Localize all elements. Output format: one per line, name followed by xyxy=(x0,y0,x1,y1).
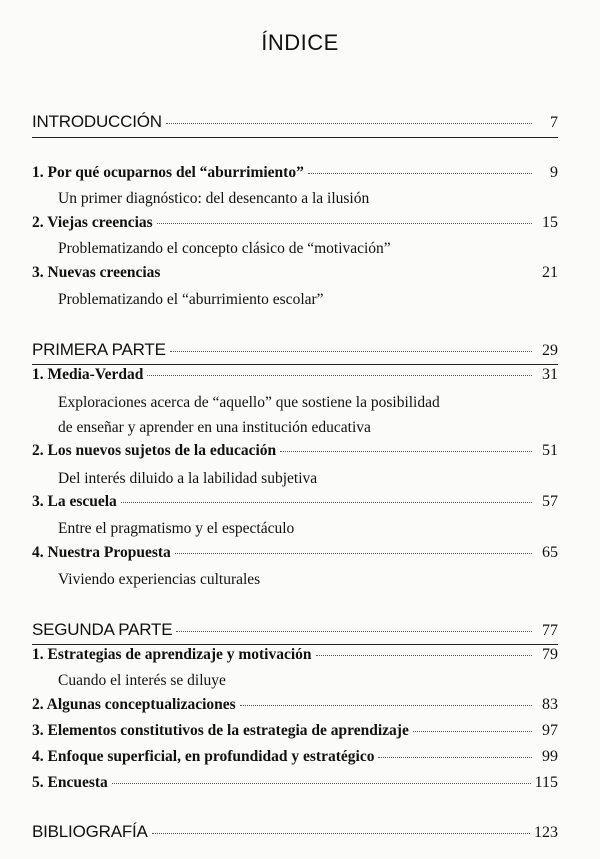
toc-entry-label: 1. Estrategias de aprendizaje y motivación xyxy=(32,646,312,663)
toc-entry-chapter[interactable] xyxy=(32,214,558,232)
toc-subtitle: Un primer diagnóstico: del desencanto a la ilusión xyxy=(58,190,370,207)
toc-entry-chapter[interactable] xyxy=(32,544,558,562)
toc-page-number: 7 xyxy=(550,114,558,131)
dot-leader xyxy=(112,783,531,784)
toc-entry-label: 3. Nuevas creencias xyxy=(32,264,161,281)
toc-subtitle: Problematizando el concepto clásico de “motivación” xyxy=(58,240,391,257)
toc-entry-chapter[interactable] xyxy=(32,442,558,460)
toc-page-number: 51 xyxy=(542,442,558,459)
toc-entry-chapter[interactable] xyxy=(32,366,558,384)
toc-entry-label: 3. Elementos constitutivos de la estrategia de aprendizaje xyxy=(32,722,409,739)
toc-subtitle: Problematizando el “aburrimiento escolar” xyxy=(58,291,324,308)
toc-entry-chapter[interactable] xyxy=(32,748,558,766)
toc-entry-chapter[interactable] xyxy=(32,722,558,740)
toc-page-number: 31 xyxy=(542,366,558,383)
toc-page-number: 99 xyxy=(542,748,558,765)
toc-subtitle: Viviendo experiencias culturales xyxy=(58,571,261,588)
toc-page-number: 97 xyxy=(542,722,558,739)
page-title: ÍNDICE xyxy=(261,30,339,55)
section-divider xyxy=(32,644,558,645)
toc-entry-primera-parte[interactable] xyxy=(32,340,558,360)
toc-entry-label: 4. Nuestra Propuesta xyxy=(32,544,171,561)
toc-entry-label: INTRODUCCIÓN xyxy=(32,112,162,131)
toc-entry-introduccion[interactable] xyxy=(32,112,558,132)
toc-entry-label: 1. Media-Verdad xyxy=(32,366,144,383)
dot-leader xyxy=(176,631,532,632)
toc-page-number: 9 xyxy=(550,164,558,181)
dot-leader xyxy=(152,833,530,834)
toc-page-number: 65 xyxy=(542,544,558,561)
dot-leader xyxy=(147,375,532,376)
dot-leader xyxy=(121,502,532,503)
dot-leader xyxy=(308,173,532,174)
toc-entry-chapter[interactable] xyxy=(32,493,558,511)
toc-entry-chapter[interactable] xyxy=(32,696,558,714)
toc-entry-label: PRIMERA PARTE xyxy=(32,340,166,359)
toc-subtitle: Del interés diluido a la labilidad subjetiva xyxy=(58,470,318,487)
toc-subtitle: Cuando el interés se diluye xyxy=(58,672,226,689)
toc-page-number: 57 xyxy=(542,493,558,510)
toc-entry-label: BIBLIOGRAFÍA xyxy=(32,822,148,841)
dot-leader xyxy=(170,351,532,352)
toc-subtitle: de enseñar y aprender en una institución educativa xyxy=(58,419,371,436)
toc-page-number: 15 xyxy=(542,214,558,231)
toc-page-number: 29 xyxy=(542,342,558,359)
dot-leader xyxy=(280,451,532,452)
toc-entry-label: 5. Encuesta xyxy=(32,774,108,791)
toc-entry-chapter[interactable] xyxy=(32,774,558,792)
toc-entry-label: 1. Por qué ocuparnos del “aburrimiento” xyxy=(32,164,304,181)
dot-leader xyxy=(175,553,532,554)
toc-page-number: 79 xyxy=(542,646,558,663)
toc-page-number: 83 xyxy=(542,696,558,713)
section-divider xyxy=(32,364,558,365)
toc-entry-chapter[interactable] xyxy=(32,264,558,282)
toc-entry-chapter[interactable] xyxy=(32,646,558,664)
toc-entry-chapter[interactable] xyxy=(32,164,558,182)
toc-subtitle: Exploraciones acerca de “aquello” que sostiene la posibilidad xyxy=(58,394,440,411)
toc-page-number: 123 xyxy=(534,824,558,841)
toc-entry-bibliografia[interactable] xyxy=(32,822,558,842)
dot-leader xyxy=(378,757,532,758)
toc-entry-label: SEGUNDA PARTE xyxy=(32,620,173,639)
toc-entry-label: 2. Los nuevos sujetos de la educación xyxy=(32,442,277,459)
toc-page-number: 77 xyxy=(542,622,558,639)
dot-leader xyxy=(240,705,532,706)
dot-leader xyxy=(166,123,532,124)
toc-entry-label: 2. Algunas conceptualizaciones xyxy=(32,696,236,713)
dot-leader xyxy=(413,731,532,732)
toc-subtitle: Entre el pragmatismo y el espectáculo xyxy=(58,520,295,537)
toc-entry-label: 4. Enfoque superficial, en profundidad y estratégico xyxy=(32,748,375,765)
toc-page-number: 115 xyxy=(534,774,558,791)
toc-entry-label: 3. La escuela xyxy=(32,493,117,510)
section-divider xyxy=(32,137,558,138)
toc-page-number: 21 xyxy=(542,264,558,281)
toc-entry-label: 2. Viejas creencias xyxy=(32,214,153,231)
dot-leader xyxy=(157,223,532,224)
toc-entry-segunda-parte[interactable] xyxy=(32,620,558,640)
dot-leader xyxy=(316,655,532,656)
dot-leader xyxy=(164,273,532,274)
